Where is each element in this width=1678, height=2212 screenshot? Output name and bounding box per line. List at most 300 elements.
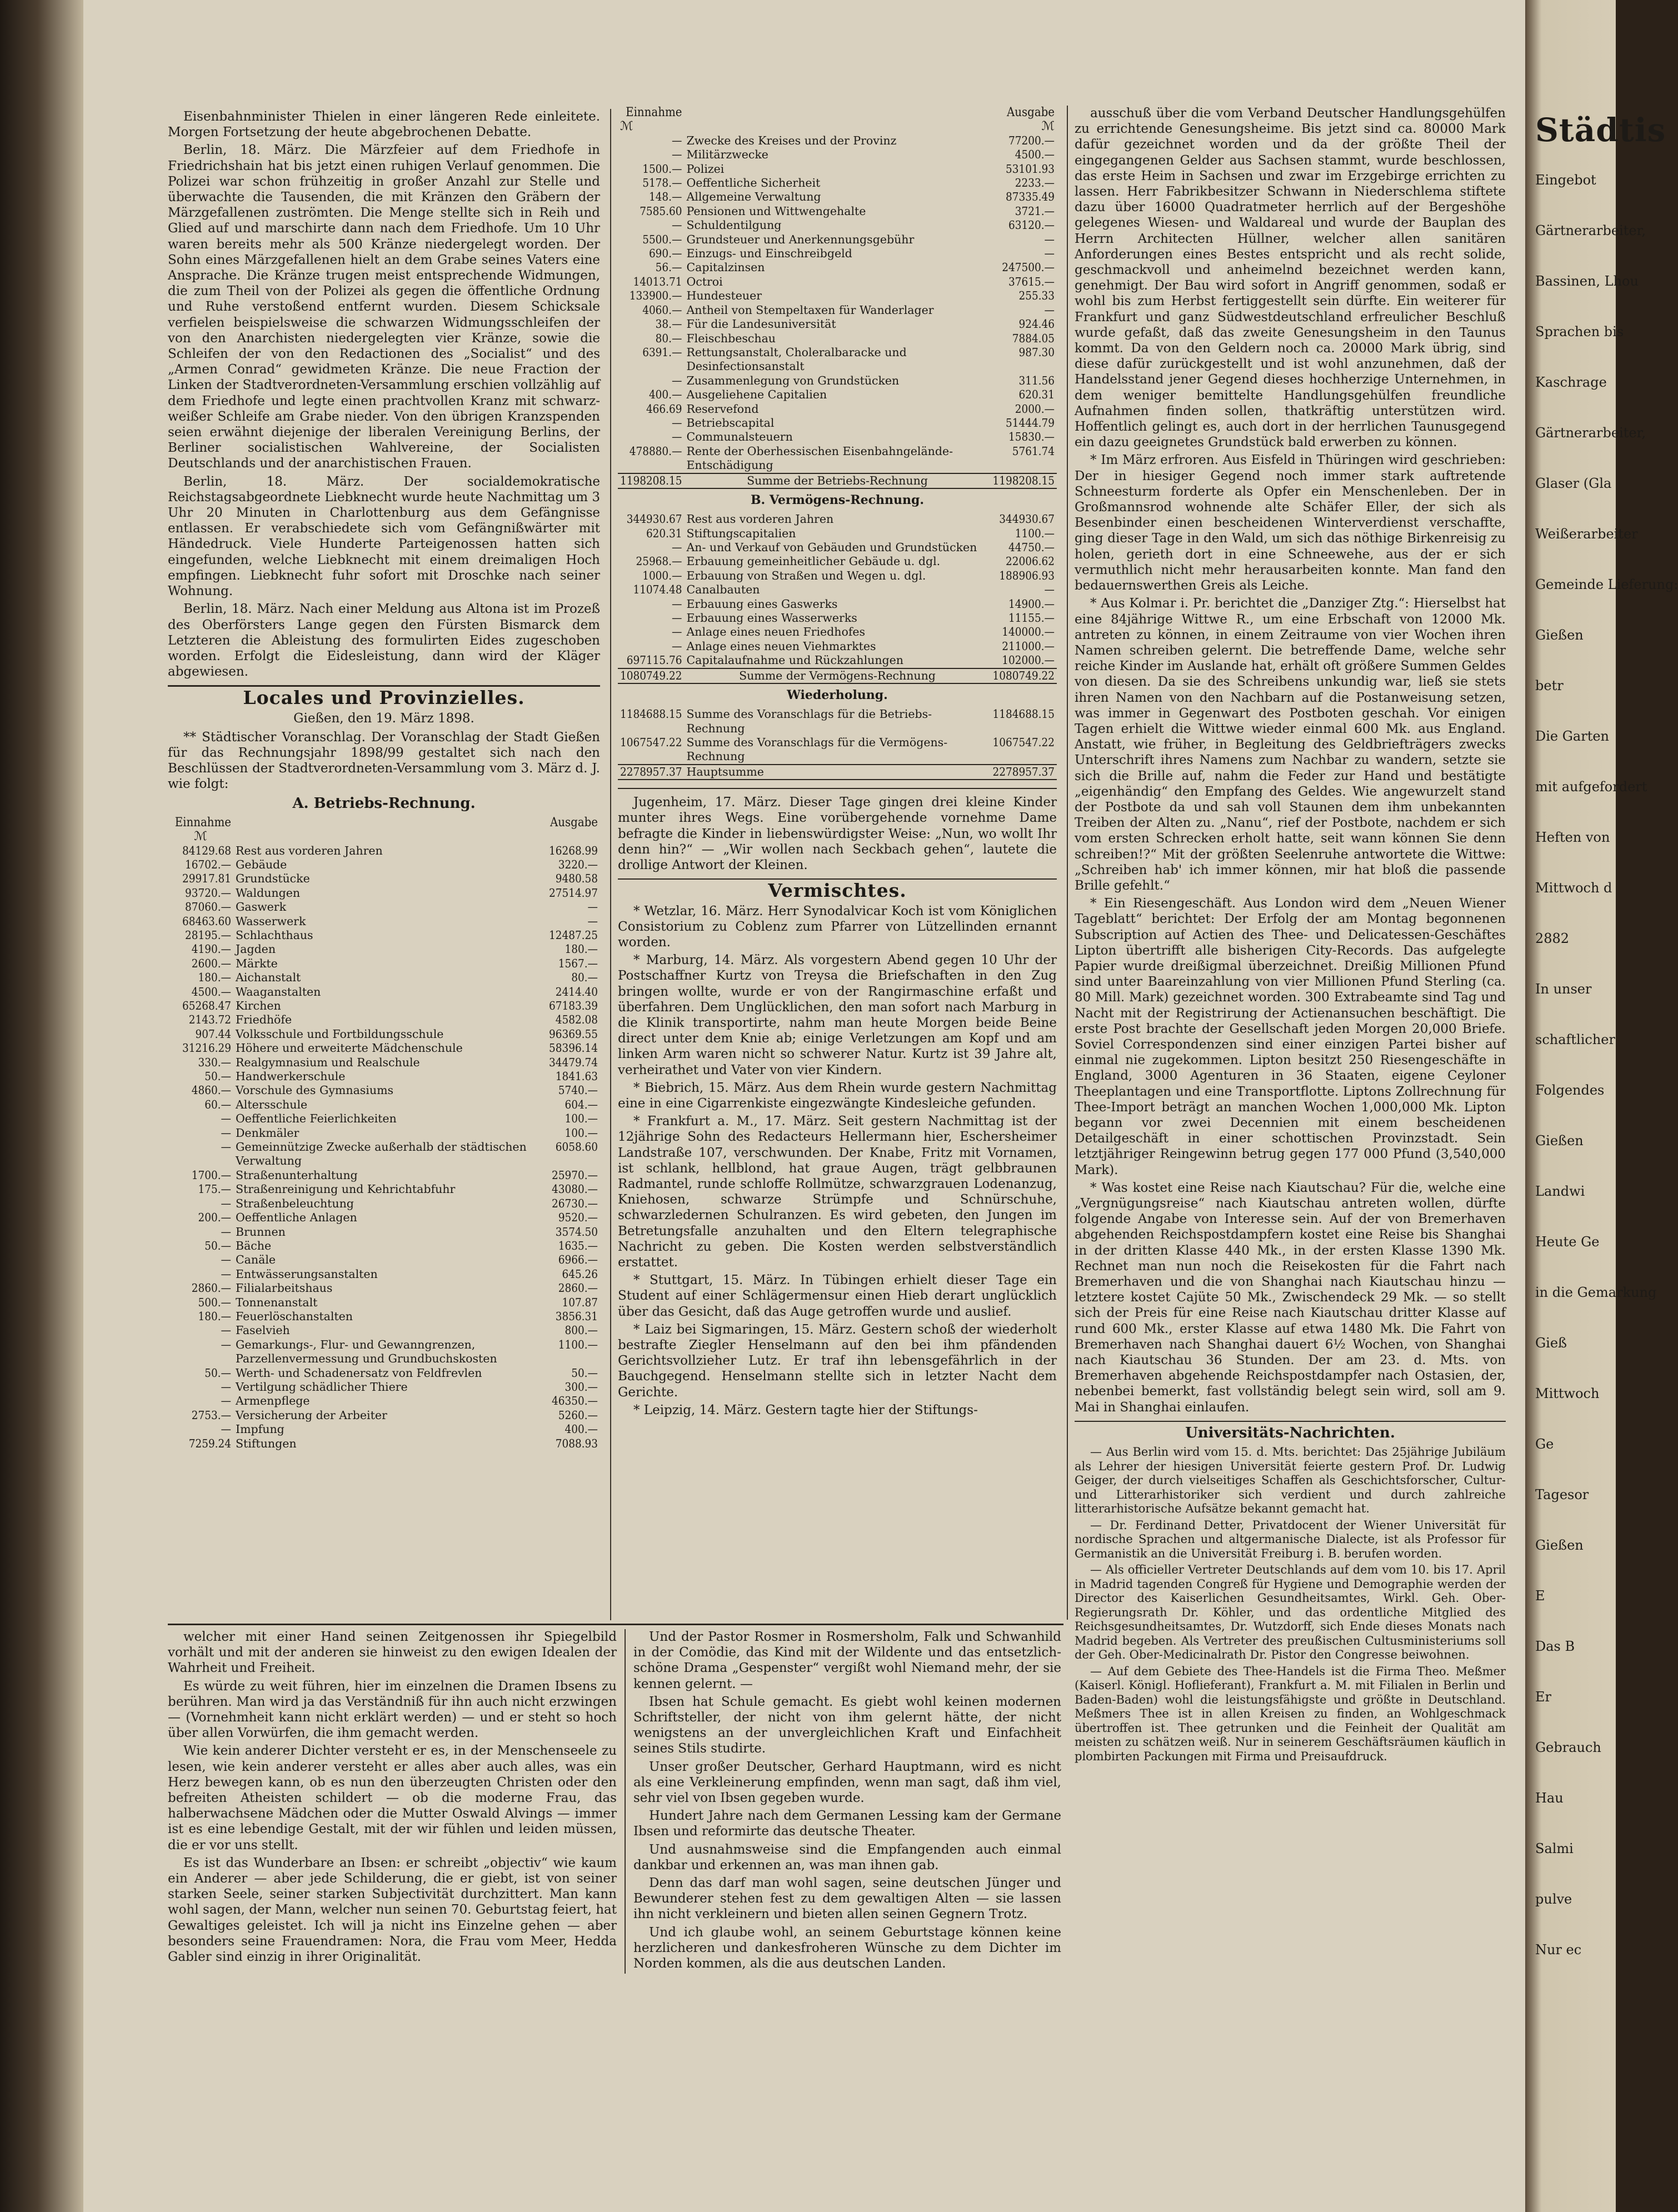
- feuilleton-right: [633, 1629, 1061, 1974]
- budget-row: [168, 1310, 600, 1324]
- budget-row: [168, 1281, 600, 1295]
- budget-row: [618, 430, 1057, 444]
- total-label: Summe der Vermögens-Rechnung: [684, 668, 990, 683]
- expense-cell: 53101.93: [1006, 162, 1055, 176]
- budget-row: [168, 928, 600, 942]
- income-total: 1198208.15: [618, 473, 684, 488]
- item-cell: Stiftungen: [236, 1436, 297, 1450]
- expense-cell: 22006.62: [1006, 555, 1055, 568]
- income-cell: 2860.—: [191, 1281, 231, 1295]
- item-cell: Waldungen: [236, 886, 301, 900]
- income-cell: 87060.—: [185, 900, 231, 914]
- budget-row: [168, 957, 600, 971]
- budget-row: [618, 416, 1057, 430]
- expense-cell: 96369.55: [549, 1027, 598, 1041]
- adjacent-fragment: Eingebot: [1535, 172, 1596, 188]
- column-1: [168, 109, 600, 1623]
- paragraph: * Im März erfroren. Aus Eisfeld in Thüringen wird geschrieben: Der in hiesiger Gegend noch immer stark auftretende Schneesturm forderte als Opfer ein Menschenleben. Der in Großmannsrod wohnende alte Schäfer Eller, der sich als Besenbinder einen bescheidenen Winterverdienst verschaffte, ging dieser Tage in den Wald, um sich das nöthige Birkenreisig zu holen, gerieth dort in eine Schneewehe, aus der er sich vermuthlich nicht mehr herausarbeiten konnte. Man fand den bedauernswerthen Greis als Leiche.: [1075, 453, 1506, 593]
- adjacent-fragment: Gemeinde Lieferung:: [1535, 577, 1678, 592]
- income-cell: 6391.—: [642, 345, 682, 359]
- expense-cell: 1100.—: [558, 1337, 598, 1351]
- budget-row: [618, 640, 1057, 653]
- income-cell: 1000.—: [642, 568, 682, 582]
- expense-cell: 247500.—: [1002, 261, 1055, 274]
- income-cell: 1184688.15: [620, 707, 682, 721]
- expense-cell: 7088.93: [555, 1436, 598, 1450]
- item-cell: Straßenreinigung und Kehrichtabfuhr: [236, 1182, 456, 1196]
- budget-row: [618, 541, 1057, 555]
- paragraph: Und der Pastor Rosmer in Rosmersholm, Falk und Schwanhild in der Comödie, das Kind mit der Wildente und das entsetzlich-schöne Drama „Gespenster“ vergißt wohl Niemand mehr, der sie kennen gelernt. —: [633, 1630, 1061, 1691]
- item-cell: Vertilgung schädlicher Thiere: [236, 1380, 408, 1394]
- income-cell: —: [221, 1253, 231, 1267]
- income-cell: 133900.—: [629, 289, 682, 303]
- paragraph: * Ein Riesengeschäft. Aus London wird dem „Neuen Wiener Tageblatt“ berichtet: Der Erfolg der am Montag begonnenen Subscription auf Actien des Thee- und Delicatessen-Geschäftes Lipton übertrifft alle bisherigen City-Records. Das aufgelegte Papier wurde dreißigmal überzeichnet. Dreißig Millionen Pfund sind unter Baareinzahlung von vier Millionen Pfund Sterling (ca. 80 Mill. Mark) gezeichnet worden. 300 Extrabeamte sind Tag und Nacht mit der Registrirung der Actienansuchen beschäftigt. Die erste Post brachte der Gesellschaft jeden Morgen 20,000 Briefe. Soviel Correspondenzen sind einer einzigen Partei bisher auf einmal nie zugekommen. Lipton besitzt 250 Riesengeschäfte in England, 3000 Agenturen in 36 Staaten, eigene Ceyloner Theeplantagen und eine Transportflotte. Liptons Zollrechnung für Thee-Import beträgt an manchen Wochen 1,000,000 Mk. Lipton begann vor zwei Decennien mit einem bescheidenen Detailgeschäft in einer schottischen Provinzstadt. Sein letztjähriger Reingewinn betrug gegen 177 000 Pfund (3,540,000 Mark).: [1075, 896, 1506, 1177]
- budget-row: [618, 233, 1057, 247]
- item-cell: Betriebscapital: [686, 416, 775, 430]
- budget-row: [168, 1211, 600, 1225]
- adjacent-fragment: Mittwoch d: [1535, 880, 1612, 896]
- income-cell: 50.—: [204, 1070, 231, 1083]
- expense-cell: 9480.58: [555, 872, 598, 886]
- paragraph: ausschuß über die vom Verband Deutscher Handlungsgehülfen zu errichtende Genesungsheime. Bis jetzt sind ca. 80000 Mark dafür gezeichnet worden und da der größte Theil der eingegangenen Gelder aus Sachsen stammt, wurde beschlossen, das erste Heim in Sachsen und zwar im Erzgebirge errichten zu lassen. Herr Fabrikbesitzer Schwann in Niederschlema stiftete dazu über 16000 Quadratmeter herrlich auf der Bergeshöhe gelegenes Wiesen- und Waldareal und wurde der Bauplan des Herrn Architecten Hüllner, welcher allen sanitären Anforderungen eines Bestes entspricht und als recht solide, geschmackvoll und anheimelnd bezeichnet werden kann, genehmigt. Der Bau wird sofort in Angriff genommen, sodaß er wohl bis zum Herbst fertiggestellt sein dürfte. Ein weiterer für Frankfurt und ganz Südwestdeutschland erfreulicher Beschluß wurde gefaßt, daß das zweite Genesungsheim in den Taunus kommt. Da von den Geldern noch ca. 20000 Mark übrig, sind diese dafür zurückgestellt und ist wohl anzunehmen, daß der Handelsstand jener Gegend dieses hochherzige Unternehmen, in dem weniger bemittelte Handlungsgehülfen freundliche Aufnahmen finden sollen, thatkräftig unterstützen wird. Hoffentlich gelingt es, auch dort in der herrlichen Taunusgegend ein dazu geeignetes Grundstück bald erwerben zu können.: [1075, 106, 1506, 450]
- budget-row: [168, 1267, 600, 1281]
- income-cell: 330.—: [198, 1055, 231, 1069]
- feuilleton-rule: [168, 1624, 1063, 1625]
- expense-cell: 2860.—: [558, 1281, 598, 1295]
- unit-income: ℳ: [194, 830, 207, 844]
- unit-income: ℳ: [620, 119, 633, 134]
- budget-table-a2: [618, 106, 1057, 489]
- adjacent-fragment: Bassinen, Lhou: [1535, 273, 1639, 289]
- budget-row: [168, 1253, 600, 1267]
- item-cell: Jagden: [236, 942, 276, 956]
- paragraph: — Als officieller Vertreter Deutschlands auf dem vom 10. bis 17. April in Madrid tagenden Congreß für Hygiene und Demographie werden der Director des Kaiserlichen Gesundheitsamtes, Wirkl. Geh. Ober-Regierungsrath Dr. Köhler, und das ordentliche Mitglied des Reichsgesundheitsamtes, Dr. Wutzdorff, sich Ende dieses Monats nach Madrid begeben. Als Vertreter des preußischen Cultusministeriums soll der Geh. Ober-Medicinalrath Dr. Pistor den Congresse beiwohnen.: [1075, 1563, 1506, 1662]
- item-cell: Oeffentliche Sicherheit: [686, 176, 821, 190]
- expense-total: 1080749.22: [991, 668, 1057, 683]
- budget-row: [618, 597, 1057, 611]
- adjacent-fragment: Glaser (Gla: [1535, 476, 1612, 491]
- expense-cell: 344930.67: [999, 512, 1055, 526]
- expense-cell: 46350.—: [552, 1394, 598, 1408]
- item-cell: Denkmäler: [236, 1126, 299, 1140]
- paragraph: welcher mit einer Hand seinen Zeitgenossen ihr Spiegelbild vorhält und mit der anderen sie hinweist zu den ewigen Idealen der Wahrheit und Freiheit.: [168, 1630, 617, 1676]
- item-cell: Rettungsanstalt, Choleralbaracke und Desinfectionsanstalt: [686, 345, 907, 373]
- item-cell: Märkte: [236, 956, 278, 970]
- paragraph: — Aus Berlin wird vom 15. d. Mts. berichtet: Das 25jährige Jubiläum als Lehrer der hiesigen Universität feierte gestern Prof. Dr. Ludwig Geiger, der durch vielseitiges Schaffen als Geschichtsforscher, Cultur- und Litterarhistoriker sich verdient und durch zahlreiche litterarhistorische Aufsätze bekannt gemacht hat.: [1075, 1445, 1506, 1516]
- budget-row: [168, 1083, 600, 1097]
- item-cell: Rest aus vorderen Jahren: [236, 843, 383, 857]
- income-cell: 38.—: [655, 317, 682, 331]
- item-cell: Schlachthaus: [236, 928, 313, 942]
- expense-cell: 5740.—: [558, 1083, 598, 1097]
- budget-row: [168, 1070, 600, 1083]
- budget-table-b: [618, 512, 1057, 684]
- expense-cell: 15830.—: [1008, 430, 1055, 444]
- expense-cell: 604.—: [565, 1097, 598, 1111]
- expense-cell: —: [1044, 232, 1055, 246]
- expense-cell: 25970.—: [552, 1168, 598, 1182]
- expense-cell: 9520.—: [558, 1211, 598, 1225]
- expense-cell: —: [587, 900, 598, 914]
- budget-row: [618, 289, 1057, 303]
- adjacent-fragment: Salmi: [1535, 1841, 1574, 1856]
- item-cell: Erbauung von Straßen und Wegen u. dgl.: [686, 568, 926, 582]
- income-cell: 466.69: [646, 402, 682, 416]
- column-2: [618, 106, 1057, 1622]
- expense-cell: 3721.—: [1015, 204, 1055, 218]
- item-cell: Kirchen: [236, 999, 281, 1013]
- item-cell: Höhere und erweiterte Mädchenschule: [236, 1041, 463, 1055]
- budget-row: [168, 1013, 600, 1027]
- income-cell: 60.—: [204, 1097, 231, 1111]
- item-cell: Waaganstalten: [236, 985, 321, 998]
- budget-row: [168, 844, 600, 858]
- col-header-expense: Ausgabe: [550, 815, 598, 830]
- item-cell: Gaswerk: [236, 900, 287, 914]
- budget-row: [618, 346, 1057, 374]
- item-cell: Gebäude: [236, 857, 287, 871]
- expense-cell: 100.—: [565, 1126, 598, 1140]
- income-cell: 478880.—: [629, 444, 682, 458]
- adjacent-fragment: Heute Ge: [1535, 1234, 1600, 1250]
- income-cell: 2753.—: [191, 1408, 231, 1422]
- income-cell: —: [221, 1337, 231, 1351]
- income-cell: 400.—: [648, 388, 682, 402]
- income-cell: —: [221, 1112, 231, 1126]
- item-cell: Communalsteuern: [686, 430, 793, 444]
- budget-row: [618, 332, 1057, 346]
- item-cell: Canäle: [236, 1253, 276, 1267]
- budget-row: [168, 1126, 600, 1140]
- expense-cell: 34479.74: [549, 1055, 598, 1069]
- expense-cell: 140000.—: [1002, 625, 1055, 639]
- income-cell: 1700.—: [191, 1168, 231, 1182]
- budget-row: [618, 653, 1057, 668]
- budget-row: [618, 374, 1057, 388]
- budget-row: [618, 765, 1057, 780]
- item-cell: Pensionen und Wittwengehalte: [686, 204, 866, 218]
- budget-row: [168, 971, 600, 985]
- expense-cell: 1635.—: [558, 1239, 598, 1252]
- budget-row: [168, 872, 600, 886]
- section-rule: [618, 788, 1057, 789]
- expense-cell: 987.30: [1018, 345, 1055, 359]
- budget-row: [618, 148, 1057, 162]
- budget-row: [618, 162, 1057, 176]
- budget-row: [168, 1140, 600, 1169]
- income-cell: 4060.—: [642, 303, 682, 317]
- adjacent-fragment: Gebrauch: [1535, 1740, 1601, 1755]
- item-cell: Ausgeliehene Capitalien: [686, 388, 827, 402]
- item-cell: Brunnen: [236, 1225, 286, 1239]
- item-cell: Straßenunterhaltung: [236, 1168, 358, 1182]
- expense-total: 1198208.15: [991, 473, 1057, 488]
- adjacent-fragment: Gärtnerarbeiter,: [1535, 425, 1646, 441]
- budget-row: [168, 858, 600, 872]
- income-cell: 65268.47: [182, 999, 231, 1013]
- expense-cell: 63120.—: [1008, 218, 1055, 232]
- column-3: [1075, 106, 1506, 1884]
- item-cell: Zwecke des Kreises und der Provinz: [686, 133, 897, 147]
- adjacent-page-fragments: [1535, 172, 1678, 2117]
- income-cell: 2600.—: [191, 956, 231, 970]
- item-cell: Tonnenanstalt: [236, 1295, 318, 1309]
- income-cell: —: [672, 611, 682, 625]
- budget-row: [618, 303, 1057, 317]
- expense-cell: 2414.40: [555, 985, 598, 998]
- item-cell: Grundstücke: [236, 872, 310, 886]
- item-cell: Capitalaufnahme und Rückzahlungen: [686, 653, 904, 667]
- budget-table-summary: [618, 707, 1057, 780]
- adjacent-fragment: betr: [1535, 678, 1564, 693]
- expense-cell: 3220.—: [558, 857, 598, 871]
- adjacent-fragment: In unser: [1535, 981, 1592, 997]
- income-cell: —: [672, 416, 682, 430]
- feuilleton-left: [168, 1629, 617, 1974]
- adjacent-fragment: Mittwoch: [1535, 1386, 1600, 1401]
- income-cell: 180.—: [198, 971, 231, 985]
- adjacent-fragment: mit aufgefordert: [1535, 779, 1647, 795]
- income-cell: 56.—: [655, 261, 682, 274]
- item-cell: An- und Verkauf von Gebäuden und Grundstücken: [686, 540, 977, 554]
- item-cell: Armenpflege: [236, 1394, 310, 1408]
- section-heading-universitaet: Universitäts-Nachrichten.: [1185, 1424, 1395, 1441]
- budget-row: [168, 1239, 600, 1253]
- expense-cell: 924.46: [1018, 317, 1055, 331]
- expense-cell: 1841.63: [555, 1070, 598, 1083]
- paragraph: * Laiz bei Sigmaringen, 15. März. Gestern schoß der wiederholt bestrafte Ziegler Henselmann auf den bei ihm pfändenden Gerichtsvollzieher Lutz. Er traf ihn lebensgefährlich in der Bauchgegend. Henselmann stellte sich in letzter Nacht dem Gerichte.: [618, 1322, 1057, 1400]
- income-cell: —: [672, 373, 682, 387]
- income-cell: 344930.67: [626, 512, 682, 526]
- income-cell: 5178.—: [642, 176, 682, 190]
- expense-cell: 2233.—: [1015, 176, 1055, 190]
- budget-row: [618, 527, 1057, 541]
- item-cell: Erbauung eines Gaswerks: [686, 597, 838, 611]
- budget-row: [168, 1041, 600, 1055]
- income-cell: —: [221, 1394, 231, 1408]
- expense-cell: 300.—: [565, 1380, 598, 1394]
- adjacent-fragment: Die Garten: [1535, 728, 1610, 744]
- item-cell: Anlage eines neuen Viehmarktes: [686, 639, 876, 653]
- vermischtes-articles: [618, 903, 1057, 1419]
- income-cell: —: [672, 540, 682, 554]
- paragraph: Es würde zu weit führen, hier im einzelnen die Dramen Ibsens zu berühren. Man wird ja das Verständniß für ihn auch nicht erzwingen — (Vornehmheit kann nicht erklärt werden) — und er steht so hoch über allen Vorwürfen, die ihm gemacht werden.: [168, 1679, 617, 1741]
- budget-row: [168, 1409, 600, 1422]
- item-cell: Octroi: [686, 274, 723, 288]
- budget-row: [168, 1380, 600, 1394]
- expense-cell: 7884.05: [1012, 331, 1055, 345]
- budget-row: [168, 1437, 600, 1451]
- income-cell: —: [221, 1196, 231, 1210]
- item-cell: Bäche: [236, 1239, 272, 1252]
- paragraph: Berlin, 18. März. Nach einer Meldung aus Altona ist im Prozeß des Oberförsters Lange gegen den Fürsten Bismarck dem Letzteren die Ableistung des formulirten Eides zugeschoben worden. Erfolgt die Eidesleistung, dann wird der Kläger abgewiesen.: [168, 602, 600, 680]
- item-cell: Realgymnasium und Realschule: [236, 1055, 420, 1069]
- item-cell: Versicherung der Arbeiter: [236, 1408, 387, 1422]
- adjacent-fragment: Gießen: [1535, 627, 1584, 643]
- expense-cell: 211000.—: [1002, 639, 1055, 653]
- item-cell: Fleischbeschau: [686, 331, 776, 345]
- paragraph: * Frankfurt a. M., 17. März. Seit gestern Nachmittag ist der 12jährige Sohn des Redacteurs Hellermann hier, Eschersheimer Landstraße 107, verschwunden. Der Knabe, Fritz mit Vornamen, ist schlank, hellblond, hat graue Augen, trägt gelbbraunen Radmantel, runde schloffe Rollmütze, schwarzgrauen Lodenanzug, Kniehosen, schwarze Strümpfe und Schnürschuhe, schwarzledernen Schulranzen. Es wird gebeten, den Jungen im Betretungsfalle anzuhalten und den Eltern telegraphische Nachricht zu geben. Die Kosten werden selbstverständlich erstattet.: [618, 1114, 1057, 1270]
- budget-row: [168, 1098, 600, 1112]
- income-cell: 25968.—: [636, 555, 682, 568]
- item-cell: Summe des Voranschlags für die Betriebs-Rechnung: [686, 707, 932, 735]
- paragraph: Und ausnahmsweise sind die Empfangenden auch einmal dankbar und erkennen an, was man ihnen gab.: [633, 1842, 1061, 1873]
- budget-row: [168, 915, 600, 928]
- budget-row: [618, 190, 1057, 204]
- paragraph: — Auf dem Gebiete des Thee-Handels ist die Firma Theo. Meßmer (Kaiserl. Königl. Hoflieferant), Frankfurt a. M. mit Filialen in Berlin und Baden-Baden) wohl die leistungsfähigste und größte in Deutschland. Meßmers Thee ist in allen Kreisen zu finden, an Wohlgeschmack übertroffen ist. Thee getrunken und die Feinheit der Qualität am meisten zu schätzen weiß. Nur in seinerem Geschäftsräumen käuflich in plombirten Packungen mit Firma und Preisaufdruck.: [1075, 1664, 1506, 1763]
- budget-row: [168, 886, 600, 900]
- paragraph: * Leipzig, 14. März. Gestern tagte hier der Stiftungs-: [633, 1402, 978, 1417]
- expense-cell: 800.—: [565, 1324, 598, 1337]
- paragraph: * Wetzlar, 16. März. Herr Synodalvicar Koch ist vom Königlichen Consistorium zu Coblenz zum Pfarrer von Lützellinden ernannt worden.: [618, 903, 1057, 950]
- paragraph: Berlin, 18. März. Die Märzfeier auf dem Friedhofe in Friedrichshain hat bis jetzt einen ruhigen Verlauf genommen. Die Polizei war schon frühzeitig in großer Anzahl zur Stelle und überwachte die Tausenden, die mit Kränzen den Gräbern der Märzgefallenen zuströmten. Die Menge stellte sich in Reih und Glied auf und marschirte dann nach dem Friedhofe. Um 10 Uhr waren bereits mehr als 500 Kränze niedergelegt worden. Der Sohn eines Märzgefallenen hielt an dem Grabe seines Vaters eine Ansprache. Die Kränze trugen meist entsprechende Widmungen, die zum Theil von der Polizei als gegen die öffentliche Ordnung und Ruhe verstoßend entfernt wurden. Diesem Schicksale verfielen beispielsweise die schwarzen Widmungsschleifen der von den Anarchisten niedergelegten vier Kränze, sowie die Schleifen der von den Redactionen des „Socialist“ und des „Armen Conrad“ gewidmeten Kränze. Die neue Fraction der Linken der Stadtverordneten-Versammlung erschien vollzählig auf dem Friedhofe und legte einen prachtvollen Kranz mit schwarz-weißer Schleife am Grabe nieder. Von den übrigen Kranzspenden seien erwähnt diejenige der liberalen Vereinigung Berlins, der Berliner socialistischen Wahlvereine, der Socialisten Deutschlands und der anarchistischen Frauen.: [168, 143, 600, 471]
- expense-cell: 27514.97: [549, 886, 598, 900]
- item-cell: Schuldentilgung: [686, 218, 782, 232]
- paragraph: Eisenbahnminister Thielen in einer längeren Rede einleitete. Morgen Fortsetzung der heute abgebrochenen Debatte.: [168, 109, 600, 140]
- income-cell: 14013.71: [633, 274, 682, 288]
- section-rule: [168, 685, 600, 687]
- income-cell: 4860.—: [191, 1083, 231, 1097]
- expense-cell: 16268.99: [549, 843, 598, 857]
- item-cell: Allgemeine Verwaltung: [686, 190, 821, 204]
- income-cell: 93720.—: [185, 886, 231, 900]
- article-jugenheim: Jugenheim, 17. März. Dieser Tage gingen drei kleine Kinder munter ihres Wegs. Eine vorübergehende vornehme Dame befragte die Kinder in liebenswürdigster Weise: „Nun, wo wollt Ihr denn hin?“ — „Wir wollen nach Seckbach gehen“, lautete die drollige Antwort der Kleinen.: [618, 795, 1057, 873]
- adjacent-fragment: schaftlicher: [1535, 1032, 1615, 1047]
- adjacent-fragment: E: [1535, 1588, 1545, 1604]
- paragraph: * Stuttgart, 15. März. In Tübingen erhielt dieser Tage ein Student auf einer Schlägermensur einen Hieb derart unglücklich über das Gesicht, daß das Auge getroffen wurde und auslief.: [618, 1273, 1057, 1319]
- paragraph: * Biebrich, 15. März. Aus dem Rhein wurde gestern Nachmittag eine in eine Cigarrenkiste eingezwängte Kindesleiche gefunden.: [618, 1080, 1057, 1111]
- budget-row: [168, 1112, 600, 1126]
- income-cell: 690.—: [648, 247, 682, 261]
- item-cell: Altersschule: [236, 1097, 308, 1111]
- budget-row: [168, 1182, 600, 1196]
- budget-row: [168, 985, 600, 999]
- budget-row: [618, 218, 1057, 232]
- income-cell: —: [672, 133, 682, 147]
- adjacent-fragment: Weißerarbeiter: [1535, 526, 1638, 542]
- paragraph: Denn das darf man wohl sagen, seine deutschen Jünger und Bewunderer stehen fest zu dem gewaltigen Alten — sie lassen ihn nicht verkleinern und bieten allen seinen Gegnern Trotz.: [633, 1876, 1061, 1922]
- item-cell: Anlage eines neuen Friedhofes: [686, 625, 866, 639]
- paragraph: Wie kein anderer Dichter versteht er es, in der Menschenseele zu lesen, wie kein anderer versteht er alles aber auch alles, was ein Herz bewegen kann, ob es nun den überzeugten Christen oder den befreiten Atheisten schildert — ob die moderne Frau, das halberwachsene Mädchen oder die Mutter Oswald Alvings — immer ist es eine lebendige Gestalt, mit der wir fühlen und leiden müssen, die er vor uns stellt.: [168, 1744, 617, 1853]
- expense-cell: 11155.—: [1008, 611, 1055, 625]
- expense-cell: 3574.50: [555, 1225, 598, 1239]
- section-rule: [618, 878, 1057, 880]
- expense-cell: 77200.—: [1008, 133, 1055, 147]
- adjacent-fragment: Heften von: [1535, 830, 1610, 845]
- income-cell: 907.44: [195, 1027, 231, 1041]
- budget-total-row: [618, 668, 1057, 683]
- section-rule: [1075, 1421, 1506, 1422]
- income-cell: —: [672, 625, 682, 639]
- paragraph: * Aus Kolmar i. Pr. berichtet die „Danziger Ztg.“: Hierselbst hat eine 84jährige Wittwe R., um eine Erbschaft von 12000 Mk. antreten zu können, in einem Zeitraume von vier Wochen ihren Namen schreiben gelernt. Die betreffende Dame, welche sehr reiche Kinder im Auslande hat, erhält oft größere Summen Geldes von diesen. Da sie des Schreibens unkundig war, ließ sie stets ihren Namen von den Nachbarn auf die Postanweisung setzen, was immer in Gegenwart des Postboten geschah. Vor einigen Tagen erhielt die Wittwe wieder einmal 600 Mk. aus England. Anstatt, wie früher, in Begleitung des Geldbriefträgers zwecks Unterschrift ihres Namens zum Nachbar zu wandern, setzte sie sich die Brille auf, nahm die Feder zur Hand und bestätigte „eigenhändig“ den Empfang des Geldes. Wie angewurzelt stand der Postbote da und sah voll Staunen dem ihm unbekannten Treiben der Alten zu. „Nanu“, rief der Postbote, nachdem er sich vom ersten Schrecken erholt hatte, seit wann können Sie denn schreiben!?“ Mit der größten Seelenruhe antwortete die Wittwe: „Schreiben hab' ich immer können, mir hat bloß die passende Brille gefehlt.“: [1075, 596, 1506, 893]
- expense-cell: 80.—: [571, 971, 598, 985]
- budget-row: [618, 402, 1057, 416]
- adjacent-fragment: Gärtnerarbeiter,: [1535, 223, 1646, 238]
- expense-cell: 2278957.37: [991, 765, 1057, 780]
- income-total: 1080749.22: [618, 668, 684, 683]
- income-cell: 148.—: [648, 190, 682, 204]
- budget-row: [168, 900, 600, 914]
- dateline: Gießen, den 19. März 1898.: [293, 711, 475, 726]
- income-cell: 7585.60: [640, 204, 682, 218]
- section-heading-locales: Locales und Provinzielles.: [243, 687, 525, 709]
- adjacent-fragment: pulve: [1535, 1891, 1572, 1907]
- budget-row: [168, 1169, 600, 1182]
- expense-cell: 43080.—: [552, 1182, 598, 1196]
- income-cell: —: [672, 218, 682, 232]
- expense-cell: 100.—: [565, 1112, 598, 1126]
- budget-row: [618, 247, 1057, 261]
- income-cell: 1500.—: [642, 162, 682, 176]
- col-header-expense: Ausgabe: [1006, 106, 1055, 119]
- item-cell: Zusammenlegung von Grundstücken: [686, 373, 900, 387]
- expense-cell: 645.26: [562, 1267, 598, 1281]
- item-cell: Vorschule des Gymnasiums: [236, 1083, 394, 1097]
- expense-cell: 400.—: [565, 1422, 598, 1436]
- income-cell: 175.—: [198, 1182, 231, 1196]
- budget-row: [168, 1366, 600, 1380]
- item-cell: Einzugs- und Einschreibgeld: [686, 247, 852, 261]
- budget-row: [168, 1056, 600, 1070]
- budget-row: [618, 275, 1057, 289]
- item-cell: Friedhöfe: [236, 1013, 292, 1027]
- budget-row: [618, 555, 1057, 568]
- income-cell: 28195.—: [185, 928, 231, 942]
- expense-cell: 1100.—: [1015, 526, 1055, 540]
- adjacent-masthead: Städtis: [1535, 111, 1666, 149]
- item-cell: Handwerkerschule: [236, 1070, 346, 1083]
- expense-cell: 6058.60: [555, 1140, 598, 1154]
- item-cell: Polizei: [686, 162, 725, 176]
- item-cell: Grundsteuer und Anerkennungsgebühr: [686, 232, 915, 246]
- income-cell: —: [221, 1380, 231, 1394]
- adjacent-fragment: Gießen: [1535, 1537, 1584, 1553]
- expense-cell: 102000.—: [1002, 653, 1055, 667]
- adjacent-fragment: Sprachen bis: [1535, 324, 1624, 339]
- income-cell: 11074.48: [633, 583, 682, 597]
- expense-cell: 5761.74: [1012, 444, 1055, 458]
- section-heading-vermischtes: Vermischtes.: [768, 880, 907, 902]
- adjacent-fragment: Das B: [1535, 1639, 1575, 1654]
- income-cell: —: [221, 1225, 231, 1239]
- income-cell: 2278957.37: [618, 765, 684, 780]
- paragraph: Und ich glaube wohl, an seinem Geburtstage können keine herzlicheren und dankesfroheren Wünsche zu dem Dichter im Norden kommen, als die aus deutschen Landen.: [633, 1925, 1061, 1971]
- item-cell: Entwässerungsanstalten: [236, 1267, 378, 1281]
- column-divider: [1067, 106, 1068, 1620]
- expense-cell: 3856.31: [555, 1309, 598, 1323]
- item-cell: Oeffentliche Feierlichkeiten: [236, 1112, 397, 1126]
- paragraph: — Dr. Ferdinand Detter, Privatdocent der Wiener Universität für nordische Sprachen und altgermanische Dialecte, ist als Professor für Germanistik an die Universität Freiburg i. B. berufen worden.: [1075, 1518, 1506, 1560]
- income-cell: 1067547.22: [620, 736, 682, 750]
- expense-cell: 311.56: [1018, 373, 1055, 387]
- income-cell: —: [221, 1267, 231, 1281]
- adjacent-fragment: Folgendes: [1535, 1082, 1605, 1098]
- expense-cell: —: [587, 914, 598, 928]
- item-cell: Filialarbeitshaus: [236, 1281, 333, 1295]
- expense-cell: 620.31: [1018, 388, 1055, 402]
- budget-row: [618, 512, 1057, 526]
- budget-row: [168, 1225, 600, 1239]
- budget-table-a1: [168, 816, 600, 1451]
- paragraph: Berlin, 18. März. Der socialdemokratische Reichstagsabgeordnete Liebknecht wurde heute Nachmittag um 3 Uhr 20 Minuten in Charlottenburg aus dem Gefängnisse entlassen. Er verabschiedete sich vom Gefängnißwärter mit Händedruck. Viele Hunderte Parteigenossen hatten sich eingefunden, welche Liebknecht mit einem dreimaligen Hoch empfingen. Liebknecht fuhr sofort mit Droschke nach seiner Wohnung.: [168, 474, 600, 599]
- adjacent-fragment: Landwi: [1535, 1184, 1585, 1199]
- expense-cell: 37615.—: [1008, 274, 1055, 288]
- adjacent-fragment: Tagesor: [1535, 1487, 1589, 1502]
- budget-row: [168, 1394, 600, 1408]
- paragraph: Es ist das Wunderbare an Ibsen: er schreibt „objectiv“ wie kaum ein Anderer — aber jede Schilderung, die er giebt, ist von seiner starken Seele, seiner starken Subjectivität durchzittert. Man kann wohl sagen, der Mann, welcher nun seinen 70. Geburtstag feiert, hat Gewaltiges geleistet. Ich will ja nicht ins Einzelne gehen — aber besonders seine Frauendramen: Nora, die Frau vom Meer, Hedda Gabler sind einzig in ihrer Originalität.: [168, 1855, 617, 1965]
- expense-cell: —: [1044, 583, 1055, 597]
- paragraph: Ibsen hat Schule gemacht. Es giebt wohl keinen modernen Schriftsteller, der nicht von ihm gelernt hätte, der nicht wenigstens an der unvergleichlichen Kraft und Einfachheit seines Stils studirte.: [633, 1694, 1061, 1756]
